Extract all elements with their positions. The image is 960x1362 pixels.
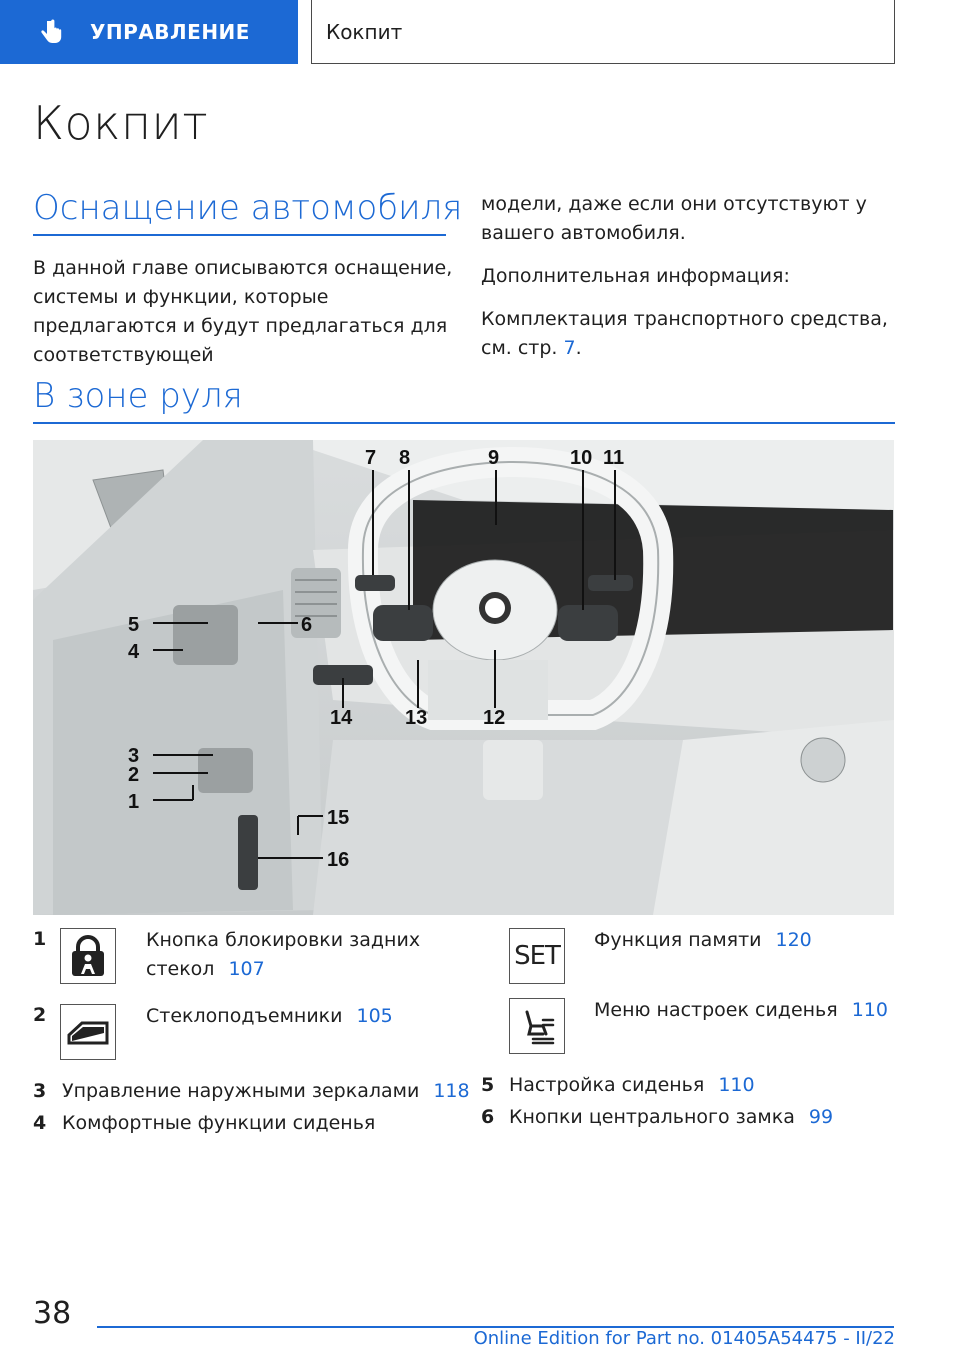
item-4-number: 4 bbox=[33, 1112, 47, 1134]
memory-set-label: SET bbox=[514, 941, 560, 971]
item-3-page[interactable]: 118 bbox=[433, 1080, 470, 1102]
callout-12: 12 bbox=[483, 707, 506, 729]
callout-15: 15 bbox=[327, 807, 350, 829]
item-1-label: Кнопка блокировки задних стекол bbox=[146, 929, 421, 980]
callout-9: 9 bbox=[488, 447, 500, 469]
equipment-text-p1: модели, даже если они отсутствуют у вашего автомобиля. bbox=[481, 193, 867, 244]
callout-16: 16 bbox=[327, 849, 350, 871]
callout-11: 11 bbox=[603, 447, 625, 469]
equipment-heading: Оснащение автомобиля bbox=[33, 188, 463, 228]
item-5-label: Настройка сиденья bbox=[509, 1074, 705, 1096]
equipment-text-left: В данной главе описываются оснащение, системы и функции, которые предлагаются и будут предлагаться для соответствующей bbox=[33, 257, 453, 366]
sub-item-memory-label: Функция памяти bbox=[594, 929, 762, 951]
item-3-label: Управление наружными зеркалами bbox=[62, 1080, 420, 1102]
callout-10: 10 bbox=[570, 447, 593, 469]
hand-pointer-icon bbox=[36, 17, 66, 47]
equipment-text-right bbox=[481, 190, 901, 377]
window-lifter-icon bbox=[60, 1004, 116, 1060]
steering-heading: В зоне руля bbox=[33, 376, 243, 416]
item-2-label: Стеклоподъемники bbox=[146, 1005, 343, 1027]
page-title: Кокпит bbox=[33, 96, 209, 150]
equipment-ref-suffix: . bbox=[575, 337, 582, 359]
chapter-tab[interactable] bbox=[311, 0, 895, 64]
item-4-text: Комфортные функции сиденья bbox=[62, 1112, 376, 1134]
item-6-page[interactable]: 99 bbox=[808, 1106, 834, 1128]
item-1-page[interactable]: 107 bbox=[228, 958, 265, 980]
steering-rule bbox=[33, 422, 895, 424]
equipment-text-p3 bbox=[481, 305, 901, 363]
callout-5: 5 bbox=[128, 614, 140, 636]
footer-edition: Online Edition for Part no. 01405A54475 - II/22 bbox=[473, 1328, 895, 1349]
section-label: УПРАВЛЕНИЕ bbox=[90, 20, 250, 44]
callout-14: 14 bbox=[330, 707, 353, 729]
item-6-label: Кнопки центрального замка bbox=[509, 1106, 795, 1128]
callout-2: 2 bbox=[128, 764, 140, 786]
item-6-number: 6 bbox=[481, 1106, 495, 1128]
chapter-label: Кокпит bbox=[326, 19, 403, 44]
callout-4: 4 bbox=[128, 641, 140, 663]
item-5-page[interactable]: 110 bbox=[718, 1074, 755, 1096]
item-2-number: 2 bbox=[33, 1004, 47, 1026]
item-5-text bbox=[509, 1071, 755, 1100]
item-1-text bbox=[146, 926, 456, 984]
item-2-page[interactable]: 105 bbox=[356, 1005, 393, 1027]
sub-item-seat-menu-page[interactable]: 110 bbox=[851, 999, 888, 1021]
item-6-text bbox=[509, 1103, 833, 1132]
item-3-number: 3 bbox=[33, 1080, 47, 1102]
callout-3: 3 bbox=[128, 745, 140, 767]
sub-item-memory-page[interactable]: 120 bbox=[775, 929, 812, 951]
seat-settings-icon bbox=[509, 998, 565, 1054]
equipment-text-p2: Дополнительная информация: bbox=[481, 265, 790, 287]
callout-1: 1 bbox=[128, 791, 140, 813]
memory-set-icon bbox=[509, 928, 565, 984]
equipment-page-link[interactable]: 7 bbox=[563, 337, 576, 359]
callout-13: 13 bbox=[405, 707, 428, 729]
page-number: 38 bbox=[33, 1296, 72, 1331]
sub-item-memory-text bbox=[594, 926, 812, 955]
item-5-number: 5 bbox=[481, 1074, 495, 1096]
callout-6: 6 bbox=[301, 614, 313, 636]
sub-item-seat-menu-text bbox=[594, 996, 888, 1025]
item-2-text bbox=[146, 1002, 393, 1031]
item-3-text bbox=[62, 1077, 470, 1106]
equipment-ref-prefix: Комплектация транспортного средства, см. стр. bbox=[481, 308, 888, 359]
callout-8: 8 bbox=[399, 447, 411, 469]
item-1-number: 1 bbox=[33, 928, 47, 950]
child-lock-icon bbox=[60, 928, 116, 984]
callout-7: 7 bbox=[365, 447, 377, 469]
section-tab[interactable] bbox=[0, 0, 298, 64]
cockpit-illustration bbox=[33, 440, 894, 915]
sub-item-seat-menu-label: Меню настроек сиденья bbox=[594, 999, 838, 1021]
equipment-rule bbox=[33, 234, 446, 236]
